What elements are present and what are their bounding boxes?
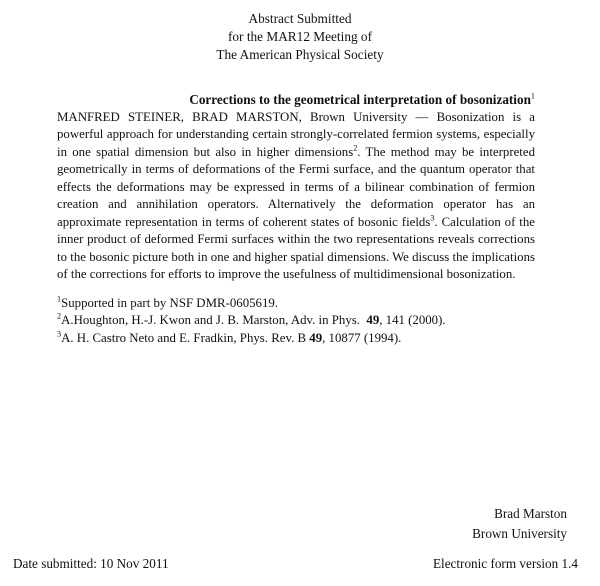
- abstract-title: [57, 91, 535, 109]
- abstract-body-part-3: . Calculation of the inner product of deformed Fermi surfaces within the two representations reveals corrections to the bosonic picture both in one and higher spatial dimensions. We discuss the implications of the corrections for efforts to improve the usefulness of multidimensional bosonization.: [57, 214, 535, 281]
- abstract-block: [57, 91, 535, 347]
- abstract-body-part-2: . The method may be interpreted geometrically in terms of deformations of the Fermi surface, and the quantum operator that effects the deformations may be expressed in terms of a bilinear combination of fermion creation and annihilation operators. Alternatively the deformation operator has an approximate representation in terms of coherent states of bosonic fields: [57, 144, 535, 229]
- footnote-2-pages: , 141 (2000).: [379, 313, 446, 327]
- footnote-3-pages: , 10877 (1994).: [322, 330, 402, 345]
- reference-mark-2: 2: [353, 143, 358, 153]
- footnote-2-text: A.Houghton, H.-J. Kwon and J. B. Marston, Adv. in Phys.: [61, 313, 367, 327]
- footnote-3: [57, 330, 535, 348]
- footnote-2-volume: 49: [366, 313, 380, 327]
- footnote-3-mark: 3: [57, 329, 62, 339]
- abstract-body-part-1: Bosonization is a powerful approach for understanding certain strongly-correlated fermion systems, especially in one spatial dimension but also in higher dimensions: [57, 109, 536, 159]
- date-submitted: Date submitted: 10 Nov 2011: [13, 556, 169, 571]
- header-line-3: The American Physical Society: [216, 47, 384, 62]
- header-line-2: for the MAR12 Meeting of: [227, 29, 373, 44]
- signature-block: [472, 504, 567, 544]
- footnote-3-volume: 49: [309, 330, 323, 345]
- header-line-1: Abstract Submitted: [248, 11, 352, 26]
- footnote-2-mark: 2: [57, 311, 62, 321]
- abstract-title-text: Corrections to the geometrical interpretation of bosonization: [189, 92, 531, 107]
- signature-affiliation: Brown University: [472, 526, 567, 541]
- submission-header: [0, 10, 600, 64]
- form-version: Electronic form version 1.4: [432, 556, 578, 571]
- authors-separator: —: [407, 109, 437, 124]
- footnotes: [57, 295, 535, 348]
- abstract-body: [57, 109, 535, 284]
- footnote-1: [57, 295, 535, 313]
- signature-name: Brad Marston: [494, 506, 567, 521]
- abstract-authors: MANFRED STEINER, BRAD MARSTON, Brown University: [57, 109, 408, 124]
- footnote-2: [57, 312, 535, 330]
- reference-mark-3: 3: [430, 213, 435, 223]
- footnote-1-mark: 1: [57, 294, 62, 304]
- footnote-3-text: A. H. Castro Neto and E. Fradkin, Phys. Rev. B: [61, 330, 310, 345]
- footnote-1-text: Supported in part by NSF DMR-0605619.: [61, 295, 279, 310]
- title-footnote-mark: 1: [530, 91, 535, 101]
